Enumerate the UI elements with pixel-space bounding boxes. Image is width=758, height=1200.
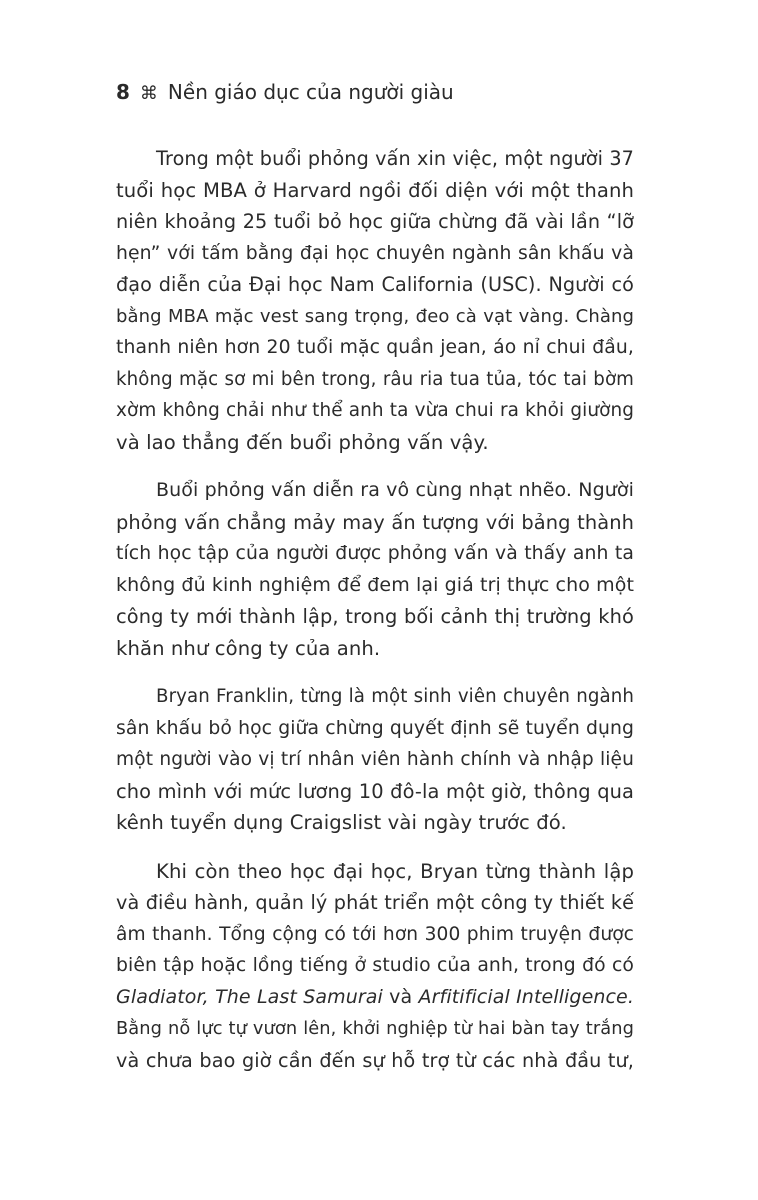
text-line: và chưa bao giờ cần đến sự hỗ trợ từ các nhà đầu tư, bbox=[116, 1048, 634, 1072]
paragraph-1 bbox=[116, 143, 634, 458]
text-line: xờm không chải như thể anh ta vừa chui ra khỏi giường bbox=[116, 400, 634, 421]
text-line: niên khoảng 25 tuổi bỏ học giữa chừng đã vài lần “lỡ bbox=[116, 210, 634, 233]
paragraph-3 bbox=[116, 681, 634, 839]
text-line: và điều hành, quản lý phát triển một công ty thiết kế bbox=[116, 891, 634, 914]
text-line: tích học tập của người được phỏng vấn và thấy anh ta bbox=[116, 543, 634, 564]
film-title: The Last Samurai bbox=[215, 985, 383, 1008]
text-line: thanh niên hơn 20 tuổi mặc quần jean, áo nỉ chui đầu, bbox=[116, 337, 634, 358]
running-header bbox=[116, 78, 454, 108]
text-line: một người vào vị trí nhân viên hành chính và nhập liệu bbox=[116, 749, 634, 770]
film-title: Arfitificial Intelligence. bbox=[418, 985, 634, 1008]
text-line: phỏng vấn chẳng mảy may ấn tượng với bảng thành bbox=[116, 510, 634, 534]
paragraph-4 bbox=[116, 856, 634, 1077]
text-line: Bryan Franklin, từng là một sinh viên chuyên ngành bbox=[156, 686, 634, 707]
body-text bbox=[116, 143, 634, 1093]
text-line: Buổi phỏng vấn diễn ra vô cùng nhạt nhẽo. Người bbox=[156, 479, 634, 501]
text-line: và lao thẳng đến buổi phỏng vấn vậy. bbox=[116, 430, 489, 454]
text-line: bằng MBA mặc vest sang trọng, đeo cà vạt vàng. Chàng bbox=[116, 305, 634, 327]
paragraph-2 bbox=[116, 475, 634, 664]
text-line: cho mình với mức lương 10 đô-la một giờ, thông qua bbox=[116, 779, 634, 803]
film-title: Gladiator, bbox=[116, 985, 209, 1008]
text-line: Khi còn theo học đại học, Bryan từng thành lập bbox=[156, 859, 634, 883]
command-symbol-icon: ⌘ bbox=[139, 83, 158, 104]
text-line: đạo diễn của Đại học Nam California (USC). Người có bbox=[116, 273, 634, 296]
text-line: Bằng nỗ lực tự vươn lên, khởi nghiệp từ hai bàn tay trắng bbox=[116, 1018, 634, 1039]
film-titles-line bbox=[116, 982, 634, 1014]
book-title: Nền giáo dục của người giàu bbox=[167, 80, 454, 104]
text-line: biên tập hoặc lồng tiếng ở studio của anh, trong đó có bbox=[116, 955, 634, 976]
text-line: khăn như công ty của anh. bbox=[116, 636, 381, 660]
text-line: tuổi học MBA ở Harvard ngồi đối diện với một thanh bbox=[116, 178, 634, 202]
text-line: kênh tuyển dụng Craigslist vài ngày trước đó. bbox=[116, 811, 567, 834]
text-line: không đủ kinh nghiệm để đem lại giá trị thực cho một bbox=[116, 573, 634, 596]
text-line: hẹn” với tấm bằng đại học chuyên ngành sân khấu và bbox=[116, 242, 634, 264]
text-line: Trong một buổi phỏng vấn xin việc, một người 37 bbox=[156, 147, 634, 170]
page-number: 8 bbox=[116, 80, 130, 104]
text-line: sân khấu bỏ học giữa chừng quyết định sẽ tuyển dụng bbox=[116, 717, 634, 739]
text-line: công ty mới thành lập, trong bối cảnh thị trường khó bbox=[116, 605, 634, 628]
text-line: âm thanh. Tổng cộng có tới hơn 300 phim truyện được bbox=[116, 923, 634, 945]
text-line: không mặc sơ mi bên trong, râu ria tua tủa, tóc tai bờm bbox=[116, 368, 634, 390]
conjunction: và bbox=[382, 985, 419, 1008]
